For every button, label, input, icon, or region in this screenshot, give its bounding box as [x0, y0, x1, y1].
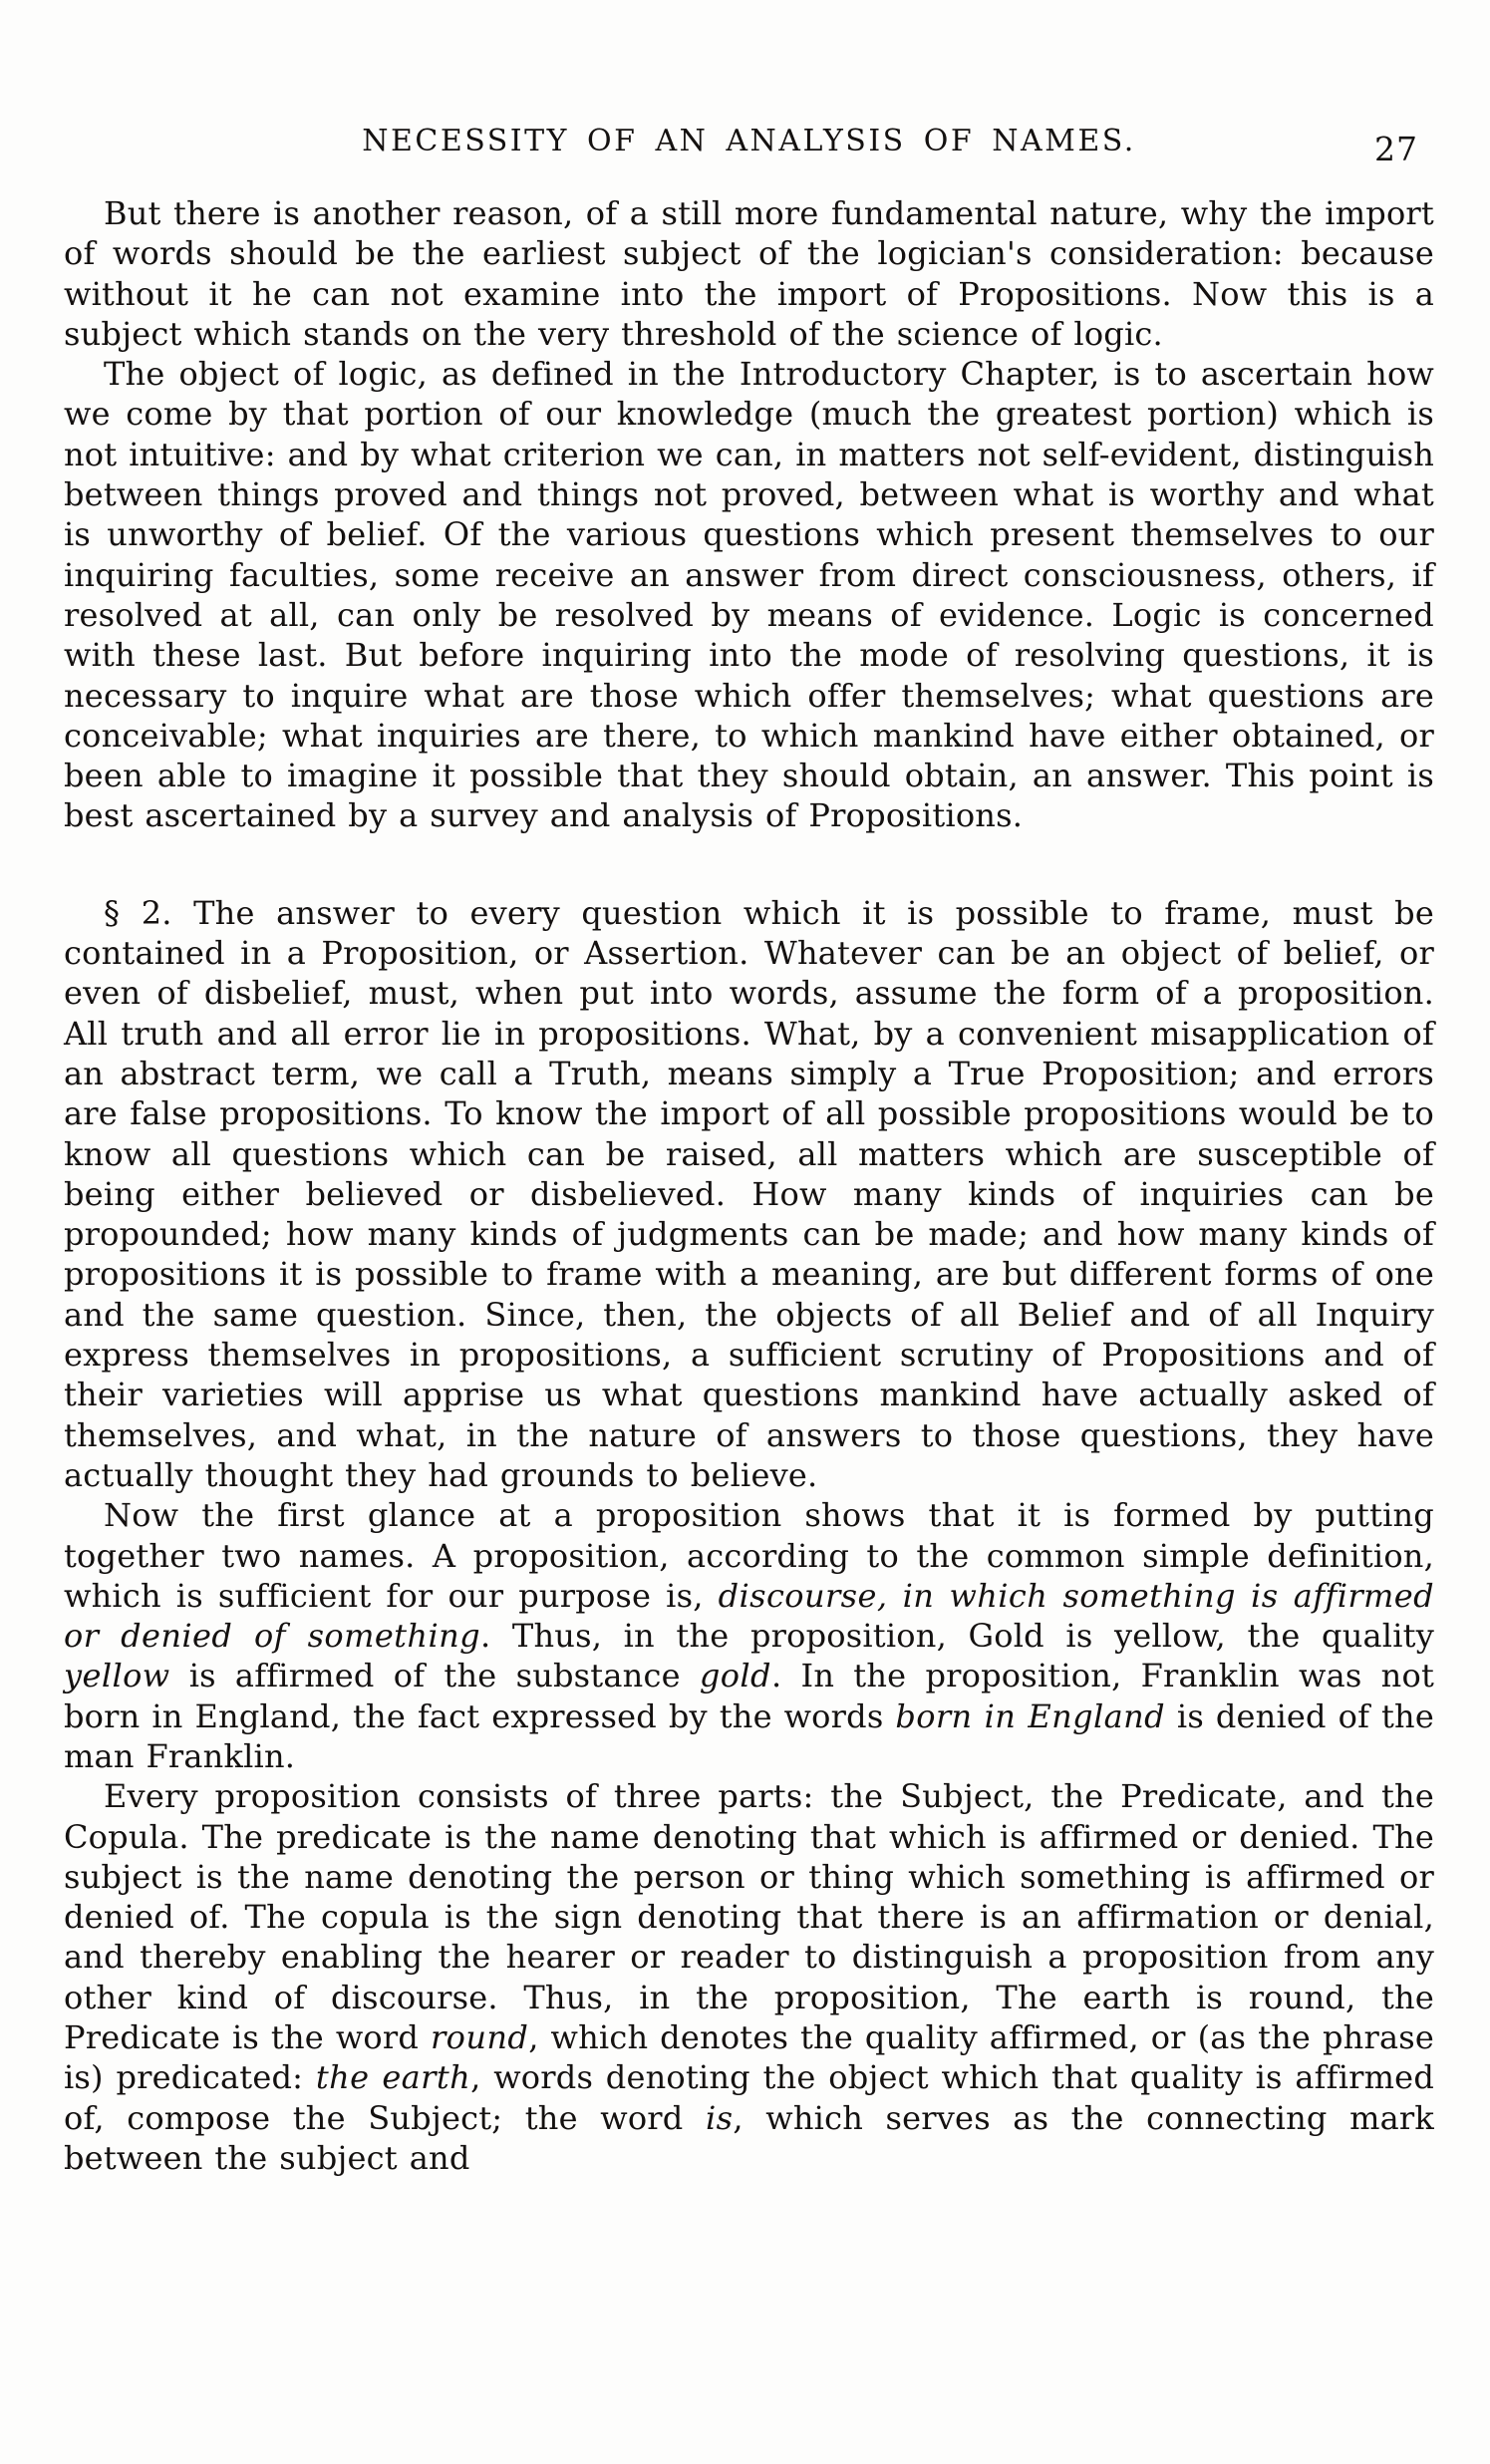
page-body [64, 193, 1434, 2178]
running-head-title: NECESSITY OF AN ANALYSIS OF NAMES. [362, 124, 1136, 158]
page-number: 27 [1374, 130, 1418, 168]
italic-phrase: discourse, in which something is affirmed or denied of something [64, 1576, 1435, 1656]
italic-phrase: born in England [895, 1696, 1166, 1735]
paragraph: Every proposition consists of three parts: the Subject, the Predicate, and the Copula. The predicate is the name denoting that which is affirmed or denied. The subject is the name denoting the person or thing which something is affirmed or denied of. The copula is the sign denoting that there is an affirmation or denial, and thereby enabling the hearer or reader to distinguish a proposition from any other kind of discourse. Thus, in the proposition, The earth is round, the Predicate is the word round, which denotes the quality affirmed, or (as the phrase is) predicated: the earth, words denoting the object which that quality is affirmed of, compose the Subject; the word is, which serves as the connecting mark between the subject and [64, 1777, 1434, 2177]
italic-phrase: yellow [64, 1657, 170, 1695]
italic-phrase: round [430, 2018, 529, 2057]
italic-phrase: is [705, 2098, 734, 2137]
paragraph: Now the first glance at a proposition shows that it is formed by putting together two names. A proposition, according to the common simple definition, which is sufficient for our purpose is, discourse, in which something is affirmed or denied of something. Thus, in the proposition, Gold is yellow, the quality yellow is affirmed of the substance gold. In the proposition, Franklin was not born in England, the fact expressed by the words born in England is denied of the man Franklin. [64, 1496, 1435, 1775]
italic-phrase: the earth [315, 2058, 471, 2097]
paragraph: § 2. The answer to every question which it is possible to frame, must be contained in a Proposition, or Assertion. Whatever can be an object of belief, or even of disbelief, must, when put into words, assume the form of a proposition. All truth and all error lie in propositions. What, by a convenient misapplication of an abstract term, we call a Truth, means simply a True Proposition; and errors are false propositions. To know the import of all possible propositions would be to know all questions which can be raised, all matters which are susceptible of being either believed or disbelieved. How many kinds of inquiries can be propounded; how many kinds of judgments can be made; and how many kinds of propositions it is possible to frame with a meaning, are but different forms of one and the same question. Since, then, the objects of all Belief and of all Inquiry express themselves in propositions, a sufficient scrutiny of Propositions and of their varieties will apprise us what questions mankind have actually asked of themselves, and what, in the nature of answers to those questions, they have actually thought they had grounds to believe. [64, 893, 1434, 1494]
paragraph: The object of logic, as defined in the Introductory Chapter, is to ascertain how we come by that portion of our knowledge (much the greatest portion) which is not intuitive: and by what criterion we can, in matters not self-evident, distinguish between things proved and things not proved, between what is worthy and what is unworthy of belief. Of the various questions which present themselves to our inquiring faculties, some receive an answer from direct consciousness, others, if resolved at all, can only be resolved by means of evidence. Logic is concerned with these last. But before inquiring into the mode of resolving questions, it is necessary to inquire what are those which offer themselves; what questions are conceivable; what inquiries are there, to which mankind have either obtained, or been able to imagine it possible that they should obtain, an answer. This point is best ascertained by a survey and analysis of Propositions. [64, 355, 1434, 835]
italic-phrase: gold [699, 1657, 771, 1695]
page-header [64, 124, 1434, 171]
paragraph: But there is another reason, of a still more fundamental nature, why the import of words should be the earliest subject of the logician's consideration: because without it he can not examine into the import of Propositions. Now this is a subject which stands on the very threshold of the science of logic. [64, 194, 1434, 353]
